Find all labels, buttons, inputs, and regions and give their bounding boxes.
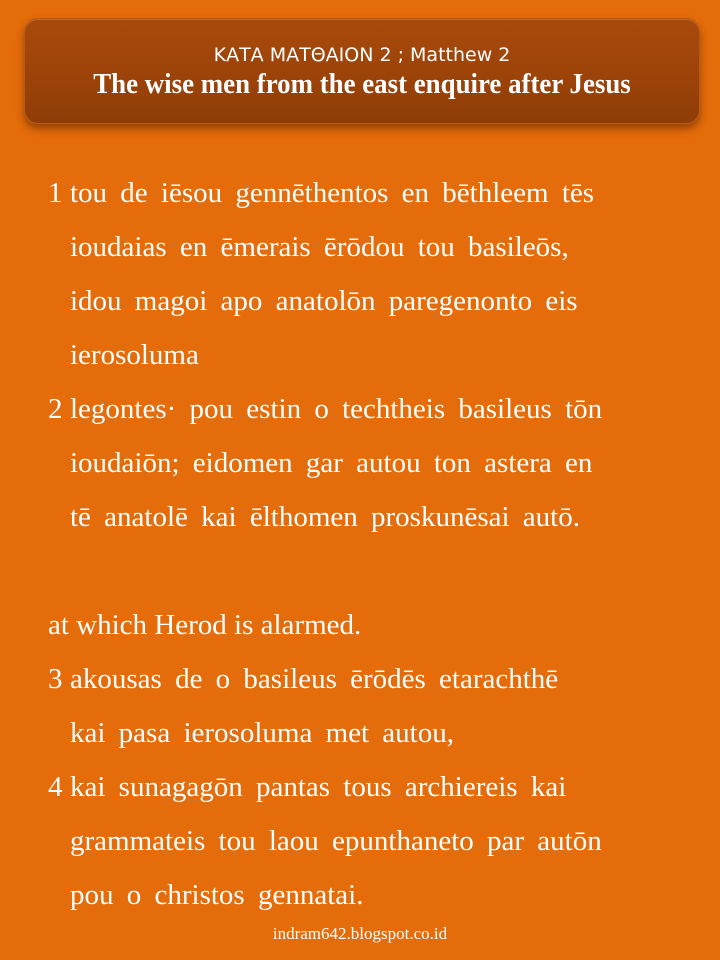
verse-1 <box>48 166 668 382</box>
verse-number: 2 <box>48 393 63 425</box>
verse-line: akousas de o basileus ērōdēs etarachthē <box>70 663 559 695</box>
verse-line: grammateis tou laou epunthaneto par autōn <box>70 825 602 857</box>
verse-number: 3 <box>48 663 63 695</box>
subsection-heading: at which Herod is alarmed. <box>48 609 362 641</box>
verse-line: legontes· pou estin o techtheis basileus tōn <box>70 393 603 425</box>
verse-2 <box>48 382 668 544</box>
verse-line: ioudaias en ēmerais ērōdou tou basileōs, <box>70 231 569 263</box>
chapter-reference: ΚΑΤΑ ΜΑΤΘΑΙΟΝ 2 ; Matthew 2 <box>213 44 511 66</box>
verse-text <box>70 166 668 382</box>
verse-number: 1 <box>48 177 63 209</box>
verse-4 <box>48 760 668 922</box>
title-banner <box>24 18 700 124</box>
verse-number: 4 <box>48 771 63 803</box>
verse-text <box>70 382 668 544</box>
verse-line: kai pasa ierosoluma met autou, <box>70 717 454 749</box>
verse-line: kai sunagagōn pantas tous archiereis kai <box>70 771 567 803</box>
verse-text <box>70 652 668 760</box>
section-title: The wise men from the east enquire after Jesus <box>93 69 631 100</box>
verse-3 <box>48 652 668 760</box>
verse-text <box>70 760 668 922</box>
verse-line: pou o christos gennatai. <box>70 879 364 911</box>
verse-line: tou de iēsou gennēthentos en bēthleem tēs <box>70 177 595 209</box>
verse-line: tē anatolē kai ēlthomen proskunēsai autō. <box>70 501 580 533</box>
verse-line: ioudaiōn; eidomen gar autou ton astera en <box>70 447 593 479</box>
footer-credit: indram642.blogspot.co.id <box>272 924 448 943</box>
verse-line: ierosoluma <box>70 339 199 371</box>
verse-line: idou magoi apo anatolōn paregenonto eis <box>70 285 578 317</box>
scripture-text <box>48 166 668 922</box>
